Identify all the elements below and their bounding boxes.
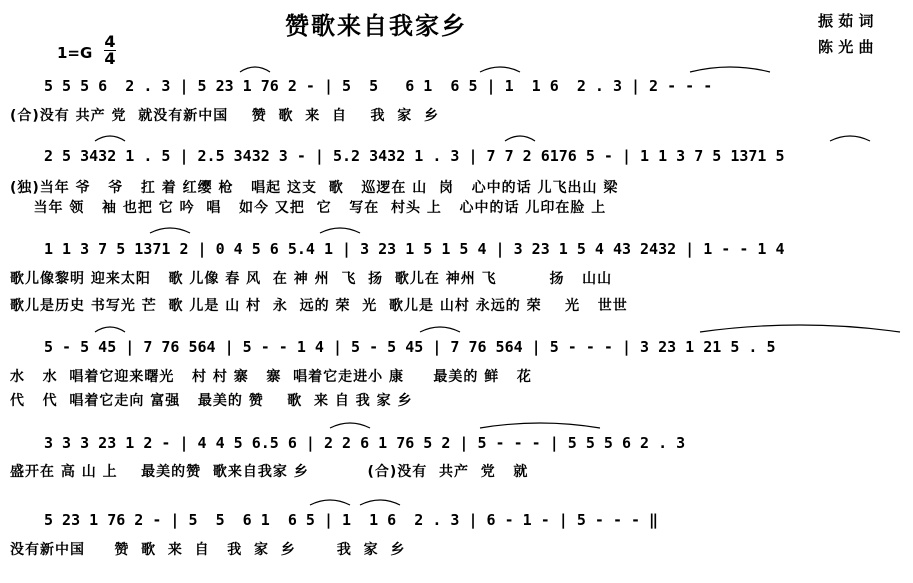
slur <box>420 327 460 332</box>
notation-line-3: 1 1 3 7 5 1371 2 | 0 4 5 6 5.4 1 | 3 23 1 5 1 5 4 | 3 23 1 5 4 43 2432 | 1 - - 1 4 <box>44 240 785 258</box>
slur <box>240 67 270 72</box>
slur <box>690 67 770 72</box>
lyrics-line-3a: 歌儿像黎明 迎来太阳 歌 儿像 春 风 在 神 州 飞 扬 歌儿在 神州 飞 扬 山山 <box>10 271 613 287</box>
lyricist-credit: 振 茹 词 <box>818 12 874 30</box>
lyrics-line-4b: 代 代 唱着它走向 富强 最美的 赞 歌 来 自 我 家 乡 <box>10 393 413 409</box>
key-signature: 1=G <box>57 44 93 62</box>
lyrics-line-3b: 歌儿是历史 书写光 芒 歌 儿是 山 村 永 远的 荣 光 歌儿是 山村 永远的 荣 光 世世 <box>10 298 628 314</box>
lyrics-line-2b: 当年 领 袖 也把 它 吟 唱 如今 又把 它 写在 村头 上 心中的话 儿印在脸 上 <box>10 200 607 216</box>
song-title: 赞歌来自我家乡 <box>285 12 467 40</box>
lyrics-line-6: 没有新中国 赞 歌 来 自 我 家 乡 我 家 乡 <box>10 542 406 558</box>
meter-top: 4 <box>104 32 116 51</box>
lyrics-line-4a: 水 水 唱着它迎来曙光 村 村 寨 寨 唱着它走进小 康 最美的 鲜 花 <box>10 369 532 385</box>
slur <box>480 67 520 72</box>
slur <box>150 228 190 233</box>
lyrics-line-5: 盛开在 高 山 上 最美的赞 歌来自我家 乡 (合)没有 共产 党 就 <box>10 464 529 480</box>
composer-credit: 陈 光 曲 <box>818 38 874 56</box>
slur <box>330 423 370 428</box>
slur <box>830 136 870 141</box>
slur <box>320 228 360 233</box>
meter-bottom: 4 <box>104 49 116 68</box>
notation-line-2: 2 5 3432 1 . 5 | 2.5 3432 3 - | 5.2 3432 1 . 3 | 7 7 2 6176 5 - | 1 1 3 7 5 1371 5 <box>44 147 785 165</box>
slur <box>360 500 400 505</box>
slur <box>95 327 125 332</box>
notation-line-6: 5 23 1 76 2 - | 5 5 6 1 6 5 | 1 1 6 2 . 3 | 6 - 1 - | 5 - - - ‖ <box>44 511 659 529</box>
lyrics-line-1: (合)没有 共产 党 就没有新中国 赞 歌 来 自 我 家 乡 <box>10 108 440 124</box>
notation-line-4: 5 - 5 45 | 7 76 564 | 5 - - 1 4 | 5 - 5 45 | 7 76 564 | 5 - - - | 3 23 1 21 5 . 5 <box>44 338 776 356</box>
lyrics-line-2a: (独)当年 爷 爷 扛 着 红缨 枪 唱起 这支 歌 巡逻在 山 岗 心中的话 儿飞出山 梁 <box>10 180 619 196</box>
slur <box>505 136 535 141</box>
slur <box>95 136 125 141</box>
slur <box>700 325 900 332</box>
slur <box>480 423 600 428</box>
slur <box>310 500 350 505</box>
notation-line-1: 5 5 5 6 2 . 3 | 5 23 1 76 2 - | 5 5 6 1 6 5 | 1 1 6 2 . 3 | 2 - - - <box>44 77 713 95</box>
notation-line-5: 3 3 3 23 1 2 - | 4 4 5 6.5 6 | 2 2 6 1 76 5 2 | 5 - - - | 5 5 5 6 2 . 3 <box>44 434 686 452</box>
